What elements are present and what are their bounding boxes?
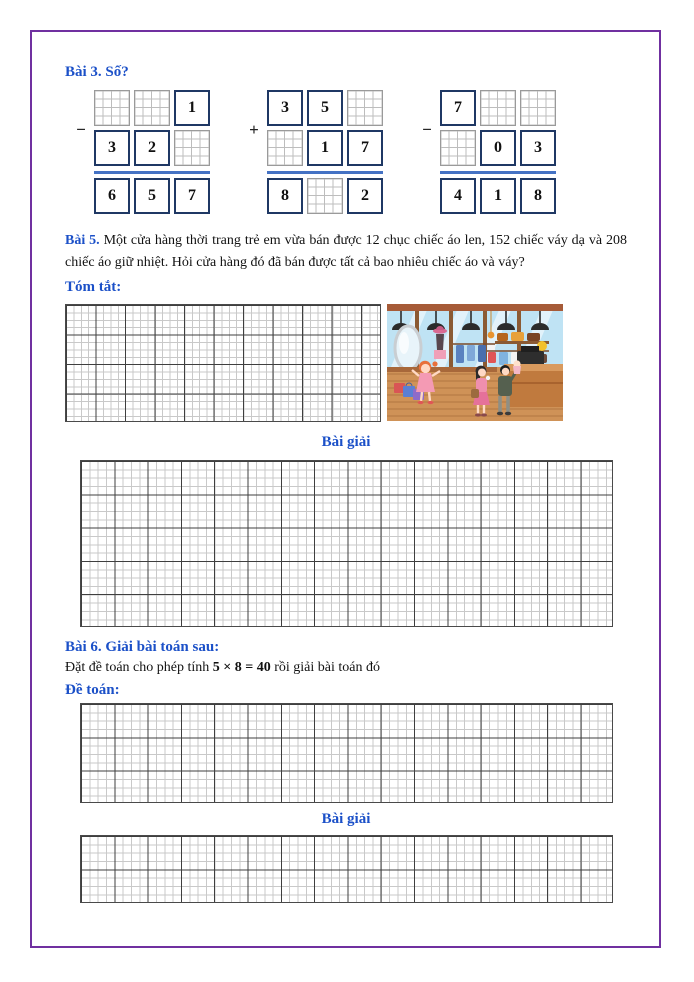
- equals-line: [440, 171, 556, 174]
- exercise6-instruction: [65, 657, 627, 679]
- digit-box: 1: [480, 178, 516, 214]
- answer-box-empty: [347, 90, 383, 126]
- problem-label: Đề toán:: [65, 682, 120, 698]
- digit-box: 8: [520, 178, 556, 214]
- operator-sign: +: [249, 120, 259, 139]
- solution-label-2: Bài giải: [321, 811, 371, 827]
- writing-grid-solution-2: [80, 835, 613, 903]
- digit-box: 1: [307, 130, 343, 166]
- instruction-prefix: Đặt đề toán cho phép tính: [65, 660, 213, 675]
- instruction-expression: 5 × 8 = 40: [212, 660, 271, 675]
- digit-row: [440, 90, 556, 126]
- digit-box: 3: [94, 130, 130, 166]
- digit-row: [267, 130, 383, 166]
- answer-box-empty: [440, 130, 476, 166]
- clothing-store-illustration: [387, 304, 563, 421]
- digit-box: 7: [174, 178, 210, 214]
- digit-row: [94, 178, 210, 214]
- digit-box: 5: [307, 90, 343, 126]
- digit-row: [440, 130, 556, 166]
- column-arithmetic-problem: [75, 90, 210, 218]
- writing-grid-problem: [80, 703, 613, 803]
- digit-box: 8: [267, 178, 303, 214]
- page-content: [32, 32, 659, 903]
- digit-row: [94, 90, 210, 126]
- operator-sign: −: [422, 120, 432, 139]
- digit-box: 6: [94, 178, 130, 214]
- digit-row: [267, 178, 383, 214]
- answer-box-empty: [134, 90, 170, 126]
- digit-row: [94, 130, 210, 166]
- operator-sign: −: [76, 120, 86, 139]
- digit-column: [440, 90, 556, 218]
- digit-box: 1: [174, 90, 210, 126]
- instruction-suffix: rồi giải bài toán đó: [270, 660, 380, 675]
- answer-box-empty: [307, 178, 343, 214]
- digit-box: 5: [134, 178, 170, 214]
- digit-box: 4: [440, 178, 476, 214]
- answer-box-empty: [174, 130, 210, 166]
- equals-line: [94, 171, 210, 174]
- digit-box: 3: [267, 90, 303, 126]
- exercise6-title: Bài 6. Giải bài toán sau:: [65, 639, 220, 655]
- ex3-problems: [75, 90, 627, 218]
- summary-row: [65, 304, 627, 422]
- digit-row: [267, 90, 383, 126]
- equals-line: [267, 171, 383, 174]
- digit-box: 0: [480, 130, 516, 166]
- exercise5-text: Một cửa hàng thời trang trẻ em vừa bán được 12 chục chiếc áo len, 152 chiếc váy dạ và 208 chiếc áo giữ nhiệt. Hỏi cửa hàng đó đã bán được tất cả bao nhiêu chiếc áo và váy?: [65, 233, 627, 270]
- digit-column: [267, 90, 383, 218]
- digit-box: 2: [134, 130, 170, 166]
- digit-box: 7: [347, 130, 383, 166]
- exercise3-title: Bài 3. Số?: [65, 64, 129, 80]
- digit-row: [440, 178, 556, 214]
- page-border-frame: [30, 30, 661, 948]
- column-arithmetic-problem: [248, 90, 383, 218]
- solution-label-1: Bài giải: [321, 434, 371, 450]
- summary-label: Tóm tắt:: [65, 279, 122, 295]
- writing-grid-summary: [65, 304, 381, 422]
- digit-box: 7: [440, 90, 476, 126]
- answer-box-empty: [267, 130, 303, 166]
- digit-box: 2: [347, 178, 383, 214]
- answer-box-empty: [520, 90, 556, 126]
- digit-box: 3: [520, 130, 556, 166]
- writing-grid-solution-1: [80, 460, 613, 627]
- digit-column: [94, 90, 210, 218]
- exercise5-paragraph: [65, 230, 627, 274]
- exercise5-label: Bài 5.: [65, 233, 100, 248]
- answer-box-empty: [480, 90, 516, 126]
- answer-box-empty: [94, 90, 130, 126]
- column-arithmetic-problem: [421, 90, 556, 218]
